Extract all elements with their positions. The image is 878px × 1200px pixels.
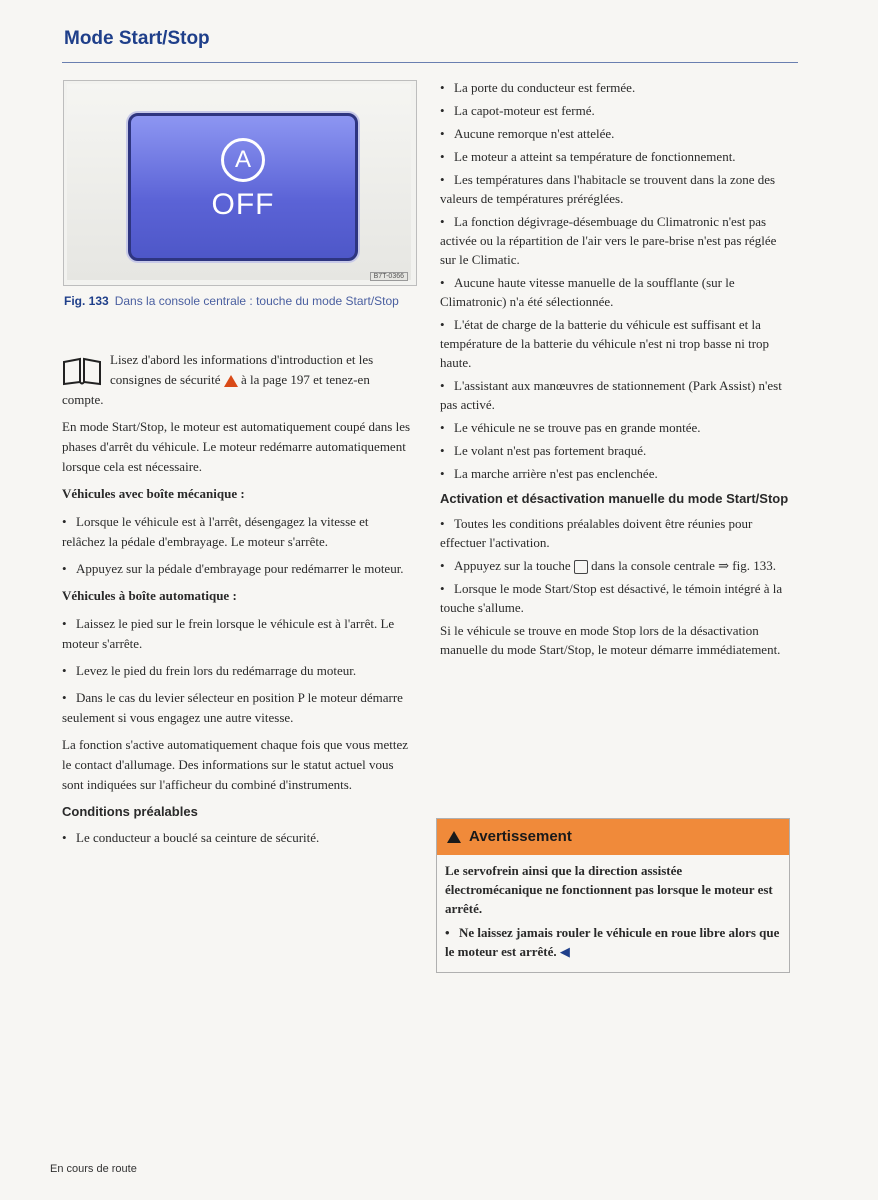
right-column — [440, 78, 790, 666]
bullet-icon: • — [440, 516, 445, 531]
bullet-icon: • — [62, 690, 67, 705]
bullet-icon: • — [440, 466, 445, 481]
bullet-icon: • — [440, 317, 445, 332]
caption-number: Fig. 133 — [64, 294, 109, 308]
heading-manual-activation: Activation et désactivation manuelle du mode Start/Stop — [440, 491, 789, 506]
paragraph-activation: La fonction s'active automatiquement chaque fois que vous mettez le contact d'allumage. Des informations sur le statut actuel vous sont indiquées sur l'afficheur du combiné d'instruments. — [62, 737, 409, 792]
list-item: • Le conducteur a bouclé sa ceinture de sécurité. — [62, 828, 412, 848]
figure-caption — [64, 292, 414, 310]
bullet-icon: • — [440, 172, 445, 187]
warning-box — [436, 818, 790, 973]
warning-text: Le servofrein ainsi que la direction assistée électromécanique ne fonctionnent pas lorsque le moteur est arrêté. — [445, 863, 773, 916]
end-arrow-icon: ◀ — [559, 944, 570, 959]
bullet-icon: • — [440, 581, 445, 596]
bullet-icon: • — [440, 80, 445, 95]
bullet-icon: • — [440, 378, 445, 393]
heading-automatic: Véhicules à boîte automatique : — [62, 588, 237, 603]
auto-a-icon: A — [221, 138, 265, 182]
bullet-icon: • — [62, 561, 67, 576]
intro-paragraph — [62, 350, 412, 410]
list-item: • Le volant n'est pas fortement braqué. — [440, 443, 647, 458]
paragraph-stop-mode: Si le véhicule se trouve en mode Stop lors de la désactivation manuelle du mode Start/Stop, le moteur démarre immédiatement. — [440, 623, 781, 657]
list-item: • La fonction dégivrage-désembuage du Climatronic n'est pas activée ou la répartition de l'air vers le pare-brise n'est pas réglée sur le Climatic. — [440, 214, 777, 267]
list-item: • La marche arrière n'est pas enclenchée. — [440, 466, 658, 481]
list-item: • L'assistant aux manœuvres de stationnement (Park Assist) n'est pas activé. — [440, 378, 782, 412]
paragraph-start-stop: En mode Start/Stop, le moteur est automatiquement coupé dans les phases d'arrêt du véhicule. Le moteur redémarre automatiquement lorsque cela est nécessaire. — [62, 419, 411, 474]
bullet-icon: • — [440, 420, 445, 435]
list-item: • La porte du conducteur est fermée. — [440, 80, 636, 95]
list-item: • Dans le cas du levier sélecteur en position P le moteur démarre seulement si vous engagez une autre vitesse. — [62, 690, 403, 725]
bullet-icon: • — [440, 275, 445, 290]
list-item: • Le véhicule ne se trouve pas en grande montée. — [440, 420, 701, 435]
list-item: • Aucune remorque n'est attelée. — [440, 126, 615, 141]
bullet-icon: • — [440, 443, 445, 458]
list-item: • Toutes les conditions préalables doivent être réunies pour effectuer l'activation. — [440, 516, 753, 550]
bullet-icon: • — [62, 616, 67, 631]
warning-triangle-icon — [447, 831, 461, 843]
warning-item: • Ne laissez jamais rouler le véhicule en roue libre alors que le moteur est arrêté. ◀ — [445, 925, 780, 959]
left-column — [62, 350, 412, 855]
list-item: • Lorsque le mode Start/Stop est désactivé, le témoin intégré à la touche s'allume. — [440, 581, 783, 615]
intro-text: Lisez d'abord les informations d'introduction et les consignes de sécurité — [110, 352, 374, 387]
warning-triangle-icon — [224, 375, 238, 387]
bullet-icon: • — [62, 663, 67, 678]
title-divider — [62, 62, 798, 63]
list-item: • Appuyez sur la pédale d'embrayage pour redémarrer le moteur. — [62, 559, 412, 579]
list-item: • Les températures dans l'habitacle se trouvent dans la zone des valeurs de températures préréglées. — [440, 172, 776, 206]
list-item: • L'état de charge de la batterie du véhicule est suffisant et la température de la batterie du véhicule n'est ni trop basse ni trop haute. — [440, 317, 770, 370]
list-item: • Laissez le pied sur le frein lorsque le véhicule est à l'arrêt. Le moteur s'arrête. — [62, 616, 395, 651]
footer-section: En cours de route — [50, 1163, 137, 1175]
bullet-icon: • — [440, 149, 445, 164]
figure-code: B7T-0366 — [370, 272, 408, 281]
bullet-icon: • — [445, 925, 450, 940]
list-item: • La capot-moteur est fermé. — [440, 103, 595, 118]
list-item: • Levez le pied du frein lors du redémarrage du moteur. — [62, 661, 412, 681]
start-stop-off-button-image — [128, 113, 358, 261]
list-item: • Appuyez sur la touche dans la console centrale ⇒ fig. 133. — [440, 558, 776, 573]
heading-conditions: Conditions préalables — [62, 804, 198, 819]
page-title: Mode Start/Stop — [64, 28, 210, 49]
bullet-icon: • — [62, 514, 67, 529]
bullet-icon: • — [440, 558, 445, 573]
bullet-icon: • — [440, 214, 445, 229]
book-icon — [62, 356, 102, 386]
caption-text: Dans la console centrale : touche du mode Start/Stop — [114, 294, 399, 308]
list-item: • Lorsque le véhicule est à l'arrêt, désengagez la vitesse et relâchez la pédale d'embrayage. Le moteur s'arrête. — [62, 514, 369, 549]
figure-133 — [63, 80, 417, 286]
list-item: • Le moteur a atteint sa température de fonctionnement. — [440, 149, 736, 164]
intro-tail: à la page 197 et tenez-en compte. — [62, 372, 370, 407]
list-item: • Aucune haute vitesse manuelle de la soufflante (sur le Climatronic) n'a été sélectionnée. — [440, 275, 735, 309]
heading-manual: Véhicules avec boîte mécanique : — [62, 486, 245, 501]
start-stop-key-icon — [574, 560, 588, 574]
bullet-icon: • — [62, 830, 67, 845]
warning-header — [437, 819, 789, 855]
bullet-icon: • — [440, 126, 445, 141]
bullet-icon: • — [440, 103, 445, 118]
off-label: OFF — [211, 188, 275, 221]
warning-title: Avertissement — [469, 828, 572, 845]
